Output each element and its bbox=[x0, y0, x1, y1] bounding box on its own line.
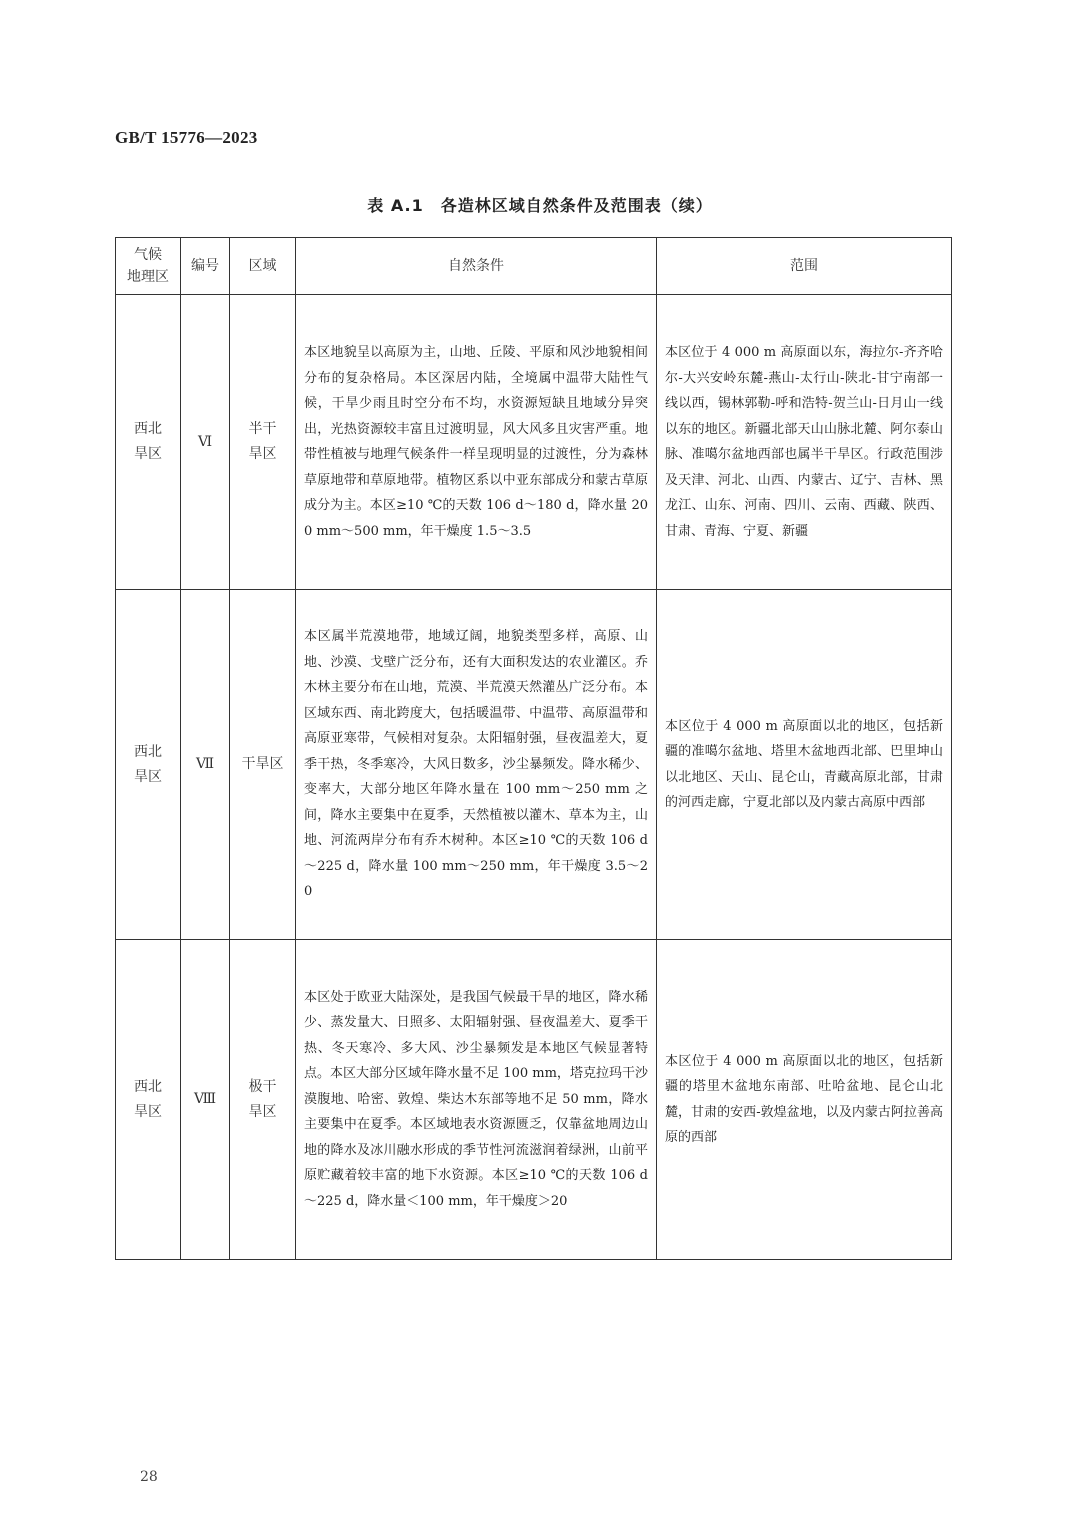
col-header-conditions: 自然条件 bbox=[296, 238, 657, 295]
col-header-number: 编号 bbox=[181, 238, 230, 295]
afforestation-region-table bbox=[115, 237, 952, 1260]
cell-scope: 本区位于 4 000 m 高原面以东，海拉尔-齐齐哈尔-大兴安岭东麓-燕山-太行山-陕北-甘宁南部一线以西，锡林郭勒-呼和浩特-贺兰山-日月山一线以东的地区。新疆北部天山山脉北麓、阿尔泰山脉、准噶尔盆地西部也属半干旱区。行政范围涉及天津、河北、山西、内蒙古、辽宁、吉林、黑龙江、山东、河南、四川、云南、西藏、陕西、甘肃、青海、宁夏、新疆 bbox=[657, 295, 952, 590]
cell-region: 西北 旱区 bbox=[116, 295, 181, 590]
table-row bbox=[116, 590, 952, 940]
cell-conditions: 本区属半荒漠地带，地域辽阔，地貌类型多样，高原、山地、沙漠、戈壁广泛分布，还有大面积发达的农业灌区。乔木林主要分布在山地，荒漠、半荒漠天然灌丛广泛分布。本区域东西、南北跨度大，包括暖温带、中温带、高原温带和高原亚寒带，气候相对复杂。太阳辐射强，昼夜温差大，夏季干热，冬季寒冷，大风日数多，沙尘暴频发。降水稀少、变率大，大部分地区年降水量在 100 mm～250 mm 之间，降水主要集中在夏季，天然植被以灌木、草本为主，山地、河流两岸分布有乔木树种。本区≥10 ℃的天数 106 d～225 d，降水量 100 mm～250 mm，年干燥度 3.5～20 bbox=[296, 590, 657, 940]
table-row bbox=[116, 295, 952, 590]
page-number: 28 bbox=[140, 1469, 158, 1485]
cell-area: 干旱区 bbox=[230, 590, 296, 940]
table-row bbox=[116, 940, 952, 1260]
cell-scope: 本区位于 4 000 m 高原面以北的地区，包括新疆的塔里木盆地东南部、吐哈盆地、昆仑山北麓，甘肃的安西-敦煌盆地，以及内蒙古阿拉善高原的西部 bbox=[657, 940, 952, 1260]
col-header-region-line1: 气候 地理区 bbox=[127, 247, 169, 285]
cell-area: 半干 旱区 bbox=[230, 295, 296, 590]
col-header-scope: 范围 bbox=[657, 238, 952, 295]
cell-number: Ⅵ bbox=[181, 295, 230, 590]
col-header-region bbox=[116, 238, 181, 295]
cell-scope: 本区位于 4 000 m 高原面以北的地区，包括新疆的准噶尔盆地、塔里木盆地西北部、巴里坤山以北地区、天山、昆仑山，青藏高原北部，甘肃的河西走廊，宁夏北部以及内蒙古高原中西部 bbox=[657, 590, 952, 940]
table-header-row bbox=[116, 238, 952, 295]
table-caption: 表 A.1 各造林区域自然条件及范围表（续） bbox=[367, 196, 713, 215]
cell-region: 西北 旱区 bbox=[116, 940, 181, 1260]
cell-number: Ⅷ bbox=[181, 940, 230, 1260]
cell-number: Ⅶ bbox=[181, 590, 230, 940]
cell-area: 极干 旱区 bbox=[230, 940, 296, 1260]
cell-conditions: 本区处于欧亚大陆深处，是我国气候最干旱的地区，降水稀少、蒸发量大、日照多、太阳辐射强、昼夜温差大、夏季干热、冬天寒冷、多大风、沙尘暴频发是本地区气候显著特点。本区大部分区域年降水量不足 100 mm，塔克拉玛干沙漠腹地、哈密、敦煌、柴达木东部等地不足 50 mm，降水主要集中在夏季。本区域地表水资源匮乏，仅靠盆地周边山地的降水及冰川融水形成的季节性河流滋润着绿洲，山前平原贮藏着较丰富的地下水资源。本区≥10 ℃的天数 106 d～225 d，降水量＜100 mm，年干燥度＞20 bbox=[296, 940, 657, 1260]
cell-conditions: 本区地貌呈以高原为主，山地、丘陵、平原和风沙地貌相间分布的复杂格局。本区深居内陆，全境属中温带大陆性气候，干旱少雨且时空分布不均，水资源短缺且地域分异突出，光热资源较丰富且过渡明显，风大风多且灾害严重。地带性植被与地理气候条件一样呈现明显的过渡性，分为森林草原地带和草原地带。植物区系以中亚东部成分和蒙古草原成分为主。本区≥10 ℃的天数 106 d～180 d，降水量 200 mm～500 mm，年干燥度 1.5～3.5 bbox=[296, 295, 657, 590]
cell-region: 西北 旱区 bbox=[116, 590, 181, 940]
col-header-area: 区域 bbox=[230, 238, 296, 295]
document-id: GB/T 15776—2023 bbox=[115, 128, 258, 147]
